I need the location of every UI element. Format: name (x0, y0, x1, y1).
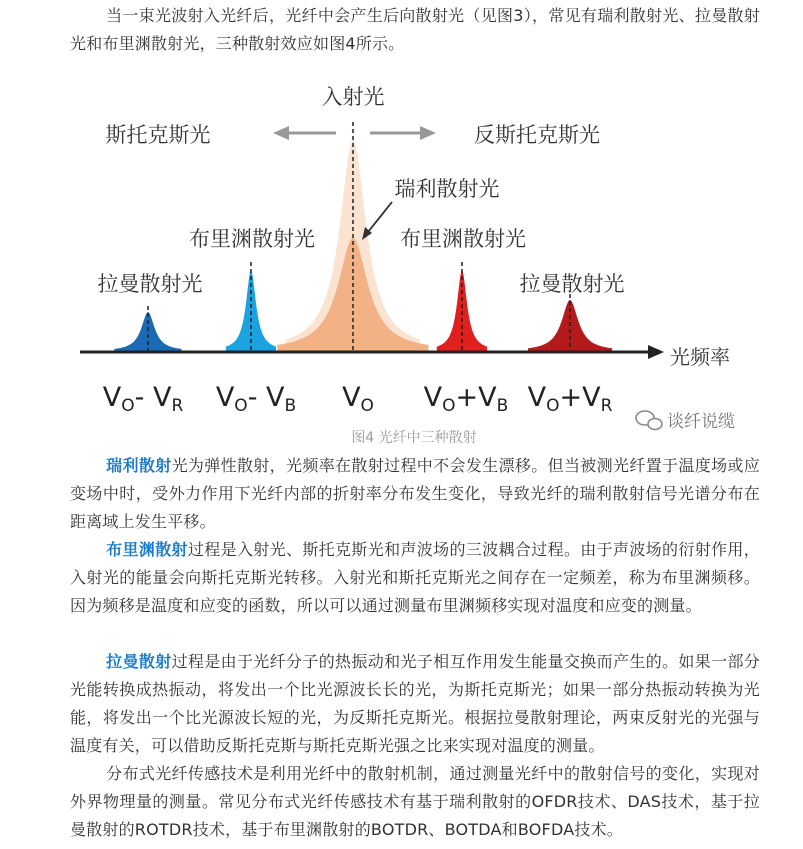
raman-paragraph (70, 648, 760, 760)
brillouin-left-peak (226, 270, 276, 351)
rayleigh-pointer-line (368, 202, 392, 232)
tick-label: VO+VB (423, 382, 509, 416)
stokes-label: 斯托克斯光 (105, 123, 211, 147)
rayleigh-paragraph (70, 452, 760, 536)
raman-left-peak (114, 312, 181, 351)
brillouin-text: 过程是入射光、斯托克斯光和声波场的三波耦合过程。由于声波场的衍射作用，入射光的能量会向斯托克斯光转移。入射光和斯托克斯光之间存在一定频差，称为布里渊频移。因为频移是温度和应变的函数，所以可以通过测量布里渊频移实现对温度和应变的测量。 (70, 540, 760, 615)
rayleigh-term: 瑞利散射 (106, 456, 172, 475)
tick-labels (103, 382, 613, 416)
rayleigh-text: 光为弹性散射，光频率在散射过程中不会发生漂移。但当被测光纤置于温度场或应变场中时，受外力作用下光纤内部的折射率分布发生变化，导致光纤的瑞利散射信号光谱分布在距离域上发生平移。 (70, 456, 760, 531)
brillouin-right-peak (437, 270, 487, 351)
brillouin-term: 布里渊散射 (106, 540, 188, 559)
tick-label: VO (342, 382, 374, 416)
rayleigh-label: 瑞利散射光 (394, 177, 500, 201)
tick-label: VO+VR (527, 382, 613, 416)
incident-label: 入射光 (321, 85, 385, 109)
raman-left-label: 拉曼散射光 (97, 272, 203, 296)
watermark-text: 谈纤说缆 (667, 412, 735, 432)
raman-text: 过程是由于光纤分子的热振动和光子相互作用发生能量交换而产生的。如果一部分光能转换成热振动，将发出一个比光源波长长的光，为斯托克斯光；如果一部分热振动转换为光能，将发出一个比光源波长短的光，为反斯托克斯光。根据拉曼散射理论，两束反射光的光强与温度有关，可以借助反斯托克斯与斯托克斯光强之比来实现对温度的测量。 (70, 652, 760, 755)
raman-right-label: 拉曼散射光 (519, 272, 625, 296)
brillouin-right-label: 布里渊散射光 (400, 227, 526, 251)
brillouin-paragraph (70, 536, 760, 620)
dfos-paragraph (70, 760, 760, 844)
axis-label: 光频率 (670, 345, 730, 369)
tick-label: VO- VB (215, 382, 297, 416)
anti-stokes-arrowhead (420, 126, 436, 140)
figure-caption: 图4 光纤中三种散射 (351, 430, 477, 446)
raman-term: 拉曼散射 (106, 652, 172, 671)
stokes-arrowhead (273, 126, 289, 140)
intro-text: 当一束光波射入光纤后，光纤中会产生后向散射光（见图3），常见有瑞利散射光、拉曼散射光和布里渊散射光，三种散射效应如图4所示。 (70, 6, 760, 53)
brillouin-left-label: 布里渊散射光 (189, 227, 315, 251)
anti-stokes-label: 反斯托克斯光 (474, 123, 600, 147)
watermark (636, 411, 735, 432)
wechat-icon (636, 411, 662, 430)
frequency-axis-arrowhead (648, 345, 664, 359)
tick-label: VO- VR (102, 382, 184, 416)
scattering-figure (0, 70, 803, 455)
intro-paragraph (70, 2, 760, 58)
dfos-text: 分布式光纤传感技术是利用光纤中的散射机制，通过测量光纤中的散射信号的变化，实现对外界物理量的测量。常见分布式光纤传感技术有基于瑞利散射的OFDR技术、DAS技术，基于拉曼散射的ROTDR技术，基于布里渊散射的BOTDR、BOTDA和BOFDA技术。 (70, 764, 760, 839)
